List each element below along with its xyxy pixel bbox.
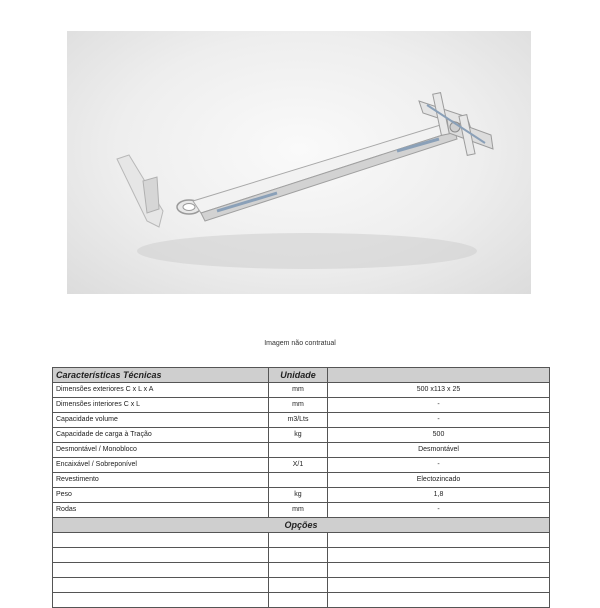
table-row: [53, 488, 550, 503]
row-label: Peso: [53, 488, 269, 503]
empty-cell: [328, 533, 550, 548]
table-row: [53, 413, 550, 428]
table-row: [53, 383, 550, 398]
table-row: [53, 398, 550, 413]
options-header-row: [53, 518, 550, 533]
row-unit: mm: [269, 398, 328, 413]
row-value: Electozincado: [328, 473, 550, 488]
row-value: -: [328, 503, 550, 518]
spec-header-row: [53, 368, 550, 383]
row-label: Encaixável / Sobreponível: [53, 458, 269, 473]
empty-cell: [53, 563, 269, 578]
row-unit: [269, 473, 328, 488]
empty-cell: [53, 578, 269, 593]
empty-cell: [53, 548, 269, 563]
row-value: Desmontável: [328, 443, 550, 458]
row-label: Desmontável / Monobloco: [53, 443, 269, 458]
row-unit: mm: [269, 503, 328, 518]
empty-cell: [269, 593, 328, 608]
image-caption: Imagem não contratual: [264, 340, 336, 347]
empty-cell: [328, 593, 550, 608]
header-characteristics: Características Técnicas: [53, 368, 269, 383]
table-row: [53, 473, 550, 488]
table-row: [53, 443, 550, 458]
header-value: [328, 368, 550, 383]
tow-bar-illustration: [67, 31, 531, 294]
row-unit: X/1: [269, 458, 328, 473]
row-unit: kg: [269, 488, 328, 503]
row-value: -: [328, 413, 550, 428]
row-unit: kg: [269, 428, 328, 443]
row-label: Rodas: [53, 503, 269, 518]
row-unit: [269, 443, 328, 458]
options-empty-row: [53, 563, 550, 578]
empty-cell: [269, 578, 328, 593]
empty-cell: [269, 548, 328, 563]
row-value: -: [328, 398, 550, 413]
options-empty-row: [53, 593, 550, 608]
row-label: Dimensões interiores C x L: [53, 398, 269, 413]
options-empty-row: [53, 533, 550, 548]
row-label: Capacidade volume: [53, 413, 269, 428]
row-value: 500: [328, 428, 550, 443]
header-unit: Unidade: [269, 368, 328, 383]
row-label: Capacidade de carga à Tração: [53, 428, 269, 443]
options-empty-row: [53, 548, 550, 563]
empty-cell: [328, 578, 550, 593]
empty-cell: [328, 563, 550, 578]
empty-cell: [53, 593, 269, 608]
row-value: 500 x113 x 25: [328, 383, 550, 398]
empty-cell: [53, 533, 269, 548]
row-unit: m3/Lts: [269, 413, 328, 428]
table-row: [53, 428, 550, 443]
empty-cell: [269, 533, 328, 548]
empty-cell: [269, 563, 328, 578]
row-value: 1,8: [328, 488, 550, 503]
row-label: Revestimento: [53, 473, 269, 488]
row-value: -: [328, 458, 550, 473]
row-label: Dimensões exteriores C x L x A: [53, 383, 269, 398]
options-title: Opções: [53, 518, 550, 533]
spec-table: [52, 367, 550, 608]
row-unit: mm: [269, 383, 328, 398]
product-photo: [67, 31, 531, 294]
table-row: [53, 458, 550, 473]
table-row: [53, 503, 550, 518]
options-empty-row: [53, 578, 550, 593]
empty-cell: [328, 548, 550, 563]
